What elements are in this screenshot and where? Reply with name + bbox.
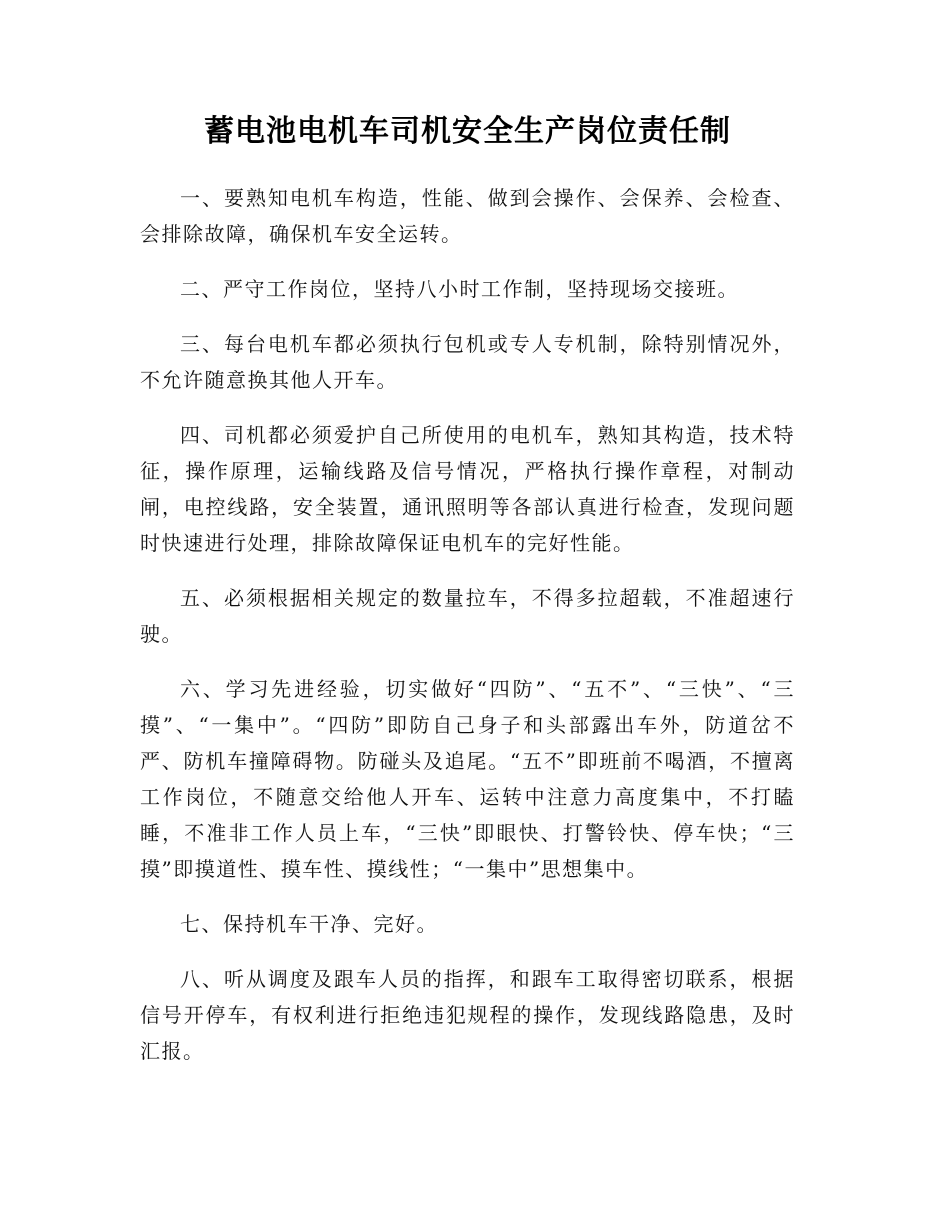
clause-5: 五、必须根据相关规定的数量拉车，不得多拉超载，不准超速行驶。 bbox=[140, 586, 795, 646]
clause-1: 一、要熟知电机车构造，性能、做到会操作、会保养、会检查、会排除故障，确保机车安全运转。 bbox=[140, 186, 795, 246]
clause-6: 六、学习先进经验，切实做好“四防”、“五不”、“三快”、“三摸”、“一集中”。“四防”即防自己身子和头部露出车外，防道岔不严、防机车撞障碍物。防碰头及追尾。“五不”即班前不喝酒，不擅离工作岗位，不随意交给他人开车、运转中注意力高度集中，不打瞌睡，不准非工作人员上车，“三快”即眼快、打警铃快、停车快；“三摸”即摸道性、摸车性、摸线性；“一集中”思想集中。 bbox=[140, 677, 795, 881]
clause-4: 四、司机都必须爱护自己所使用的电机车，熟知其构造，技术特征，操作原理，运输线路及信号情况，严格执行操作章程，对制动闸，电控线路，安全装置，通讯照明等各部认真进行检查，发现问题时快速进行处理，排除故障保证电机车的完好性能。 bbox=[140, 423, 795, 555]
clause-3: 三、每台电机车都必须执行包机或专人专机制，除特别情况外，不允许随意换其他人开车。 bbox=[140, 332, 795, 392]
clause-2: 二、严守工作岗位，坚持八小时工作制，坚持现场交接班。 bbox=[180, 277, 739, 301]
clause-7: 七、保持机车干净、完好。 bbox=[180, 912, 438, 936]
clause-8: 八、听从调度及跟车人员的指挥，和跟车工取得密切联系，根据信号开停车，有权利进行拒绝违犯规程的操作，发现线路隐患，及时汇报。 bbox=[140, 967, 795, 1063]
document-title: 蓄电池电机车司机安全生产岗位责任制 bbox=[204, 114, 731, 149]
document-page bbox=[140, 110, 795, 1088]
